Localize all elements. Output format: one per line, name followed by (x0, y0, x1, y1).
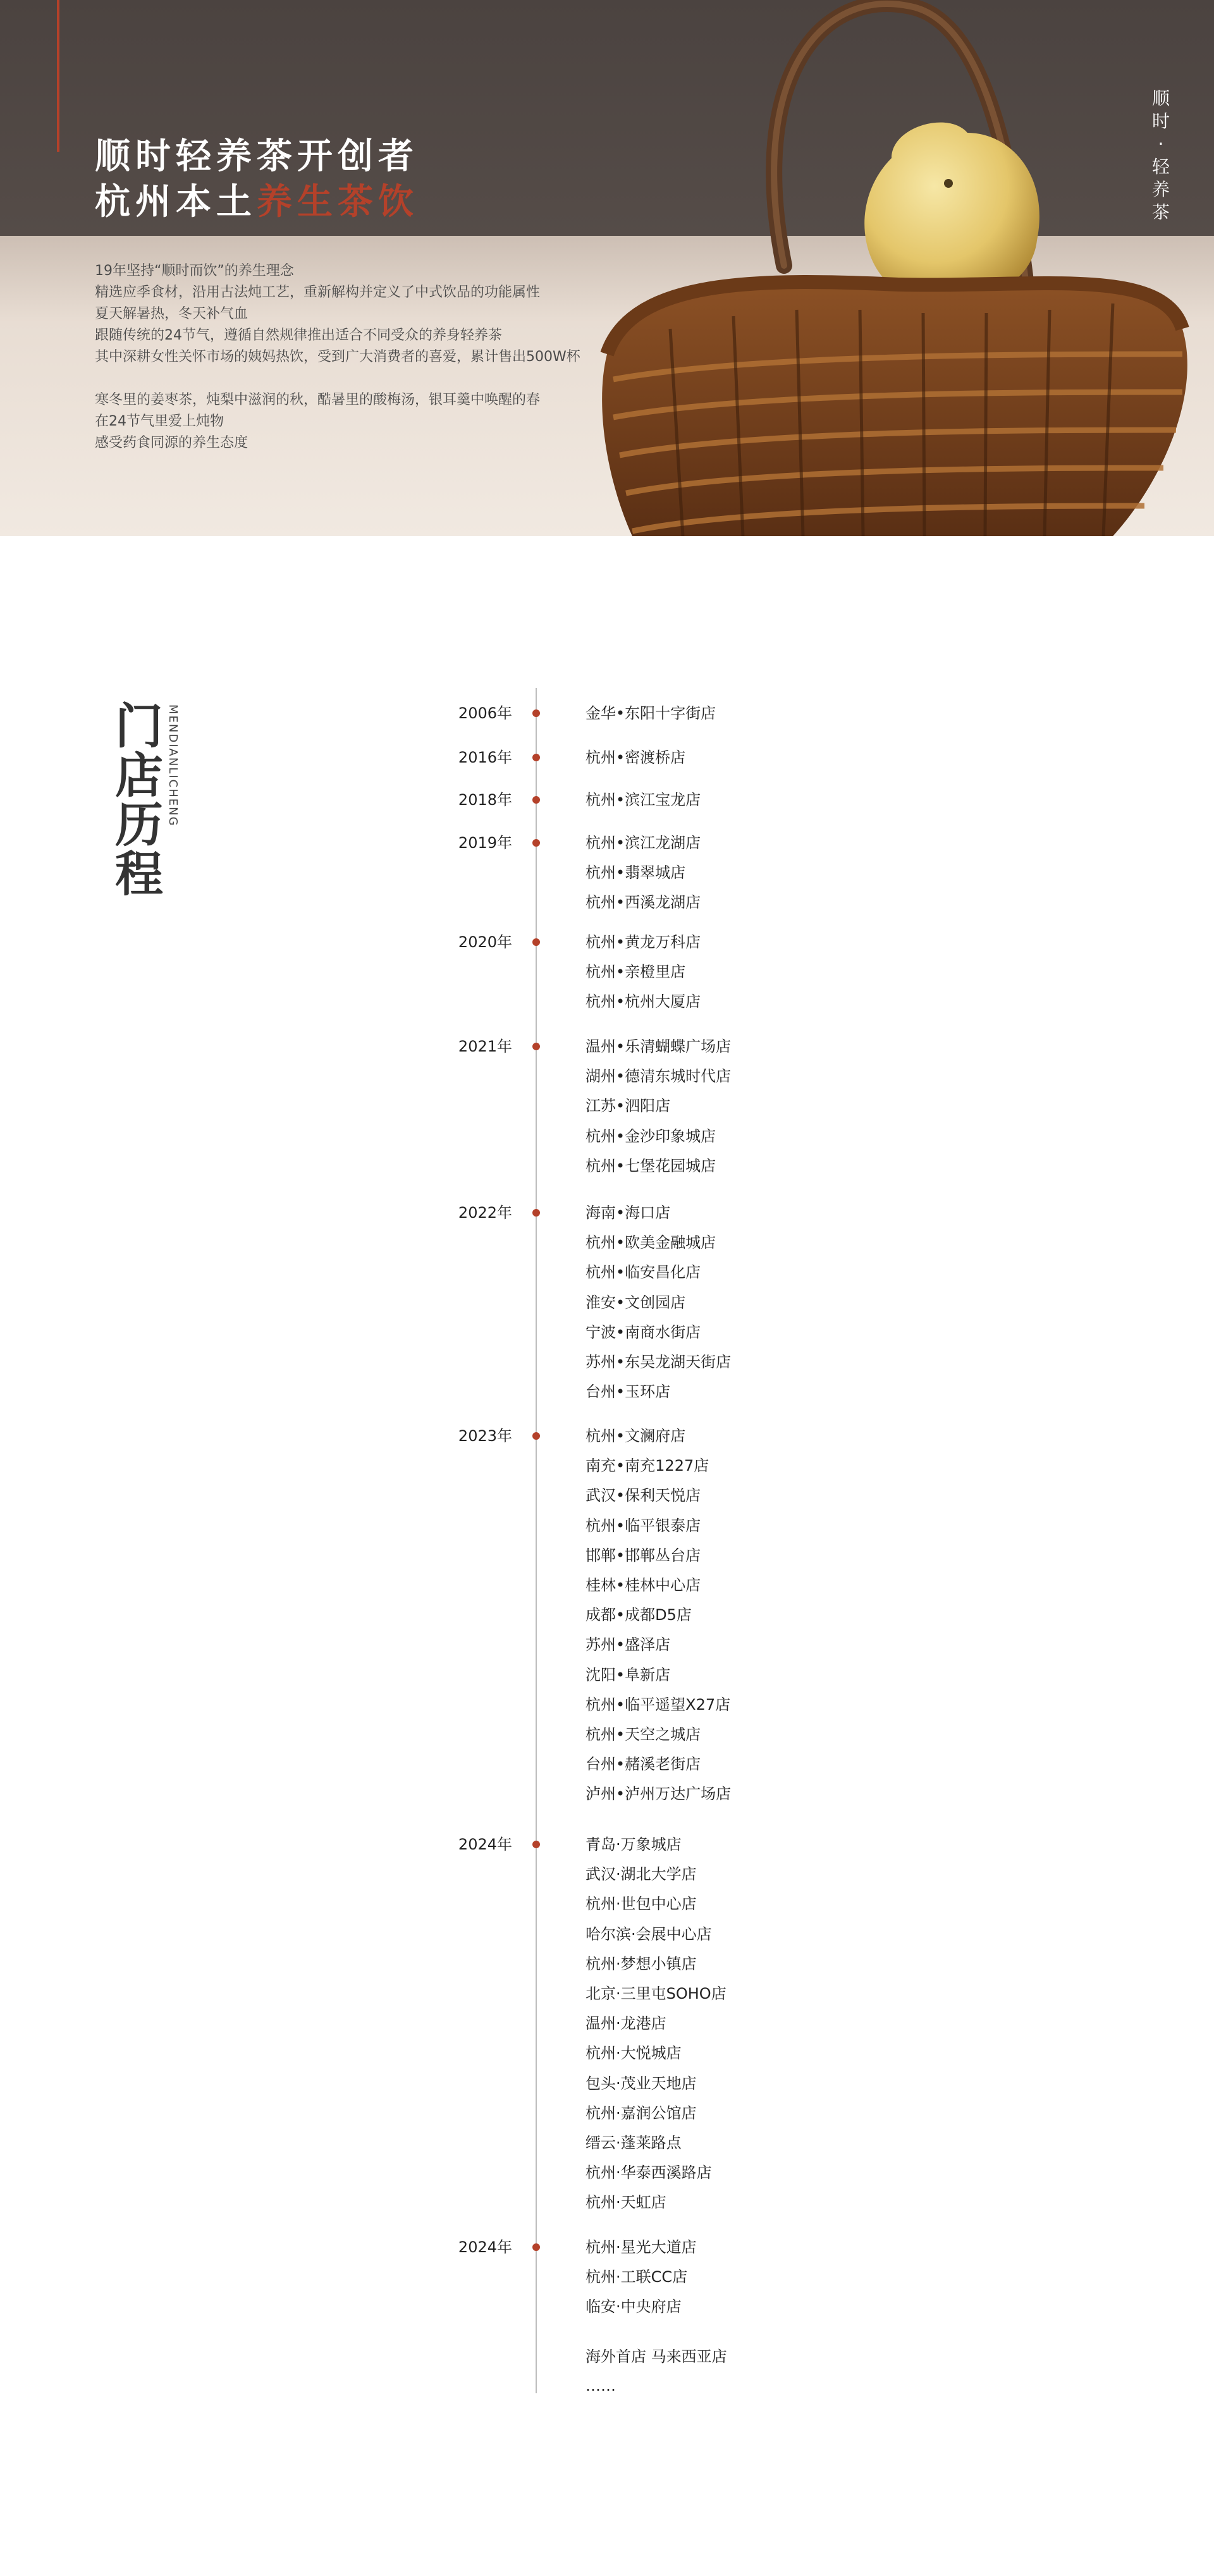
store-item: 杭州•临平银泰店 (586, 1516, 701, 1535)
store-item: 杭州·星光大道店 (586, 2238, 697, 2256)
store-item: 苏州•东吴龙湖天街店 (586, 1353, 732, 1371)
timeline-dot (532, 754, 540, 761)
store-item: 杭州•欧美金融城店 (586, 1234, 716, 1252)
store-item: 杭州·工联CC店 (586, 2268, 688, 2286)
store-item: 江苏•泗阳店 (586, 1097, 671, 1115)
timeline-dot (532, 839, 540, 847)
store-item: 杭州•临安昌化店 (586, 1263, 701, 1282)
hero-title-line2 (95, 180, 419, 225)
store-item: 杭州•亲橙里店 (586, 963, 686, 981)
timeline-dot (532, 1043, 540, 1050)
hero-desc-line: 在24节气里爱上炖物 (95, 414, 224, 429)
history-title (114, 698, 164, 902)
timeline-dot (532, 938, 540, 946)
history-title-char: 店 (115, 747, 163, 804)
history-title-char: 历 (115, 797, 163, 853)
timeline-dot (532, 796, 540, 804)
store-item: 杭州•杭州大厦店 (586, 993, 701, 1011)
store-item: 杭州•天空之城店 (586, 1726, 701, 1743)
brand-char: · (1158, 133, 1164, 154)
hero-desc-line: 寒冬里的姜枣茶，炖梨中滋润的秋，酷暑里的酸梅汤，银耳羹中唤醒的春 (95, 392, 541, 408)
store-item: 湖州•德清东城时代店 (586, 1067, 732, 1086)
store-item: 杭州•西溪龙湖店 (586, 893, 701, 912)
store-item: 台州•玉环店 (586, 1383, 671, 1401)
store-item: 成都•成都D5店 (586, 1606, 692, 1624)
hero-title (95, 134, 419, 225)
timeline-dot (532, 709, 540, 717)
store-item: 泸州•泸州万达广场店 (586, 1785, 732, 1803)
hero-desc-line: 夏天解暑热，冬天补气血 (95, 306, 248, 322)
hero-banner (0, 0, 1214, 536)
store-item: 杭州•七堡花园城店 (586, 1156, 716, 1175)
more-ellipsis: …… (586, 2377, 616, 2395)
history-subtitle (164, 704, 183, 850)
store-item: 海南•海口店 (586, 1204, 671, 1222)
hero-desc-line: 感受药食同源的养生态度 (95, 435, 248, 451)
store-item: 南充•南充1227店 (586, 1457, 709, 1475)
history-subtitle-text: MENDIANLICHENG (166, 704, 180, 827)
hero-desc-line: 19年坚持“顺时而饮”的养生理念 (95, 263, 294, 279)
hero-accent-line (57, 0, 59, 152)
hero-desc-line: 跟随传统的24节气，遵循自然规律推出适合不同受众的养身轻养茶 (95, 328, 502, 343)
hero-title-line2-prefix: 杭州本土 (95, 181, 257, 223)
timeline-year: 2020年 (458, 933, 512, 951)
hero-desc-line: 精选应季食材，沿用古法炖工艺，重新解构并定义了中式饮品的功能属性 (95, 285, 541, 300)
brand-char: 时 (1151, 111, 1170, 132)
store-item: 临安·中央府店 (586, 2298, 682, 2316)
overseas-store: 海外首店 马来西亚店 (586, 2348, 727, 2365)
pear-basket-image (594, 0, 1214, 536)
timeline-year: 2018年 (458, 791, 512, 809)
store-item: 杭州•翡翠城店 (586, 864, 686, 882)
hero-desc-gap (95, 368, 580, 389)
timeline-year: 2006年 (458, 704, 512, 722)
timeline-dot (532, 1209, 540, 1217)
store-item: 杭州•文澜府店 (586, 1427, 686, 1445)
store-item: 缙云·蓬莱路点 (586, 2134, 682, 2152)
timeline-year: 2022年 (458, 1204, 512, 1222)
store-item: 温州•乐清蝴蝶广场店 (586, 1038, 732, 1055)
history-title-char: 门 (115, 698, 163, 754)
timeline-year: 2023年 (458, 1427, 512, 1445)
store-item: 包头·茂业天地店 (586, 2074, 697, 2092)
timeline-year: 2021年 (458, 1038, 512, 1055)
store-item: 哈尔滨·会展中心店 (586, 1925, 712, 1943)
store-item: 杭州•滨江龙湖店 (586, 834, 701, 852)
store-item: 杭州·天虹店 (586, 2193, 666, 2212)
store-item: 金华•东阳十字街店 (586, 704, 716, 722)
store-item: 武汉•保利天悦店 (586, 1487, 701, 1505)
store-item: 沈阳•阜新店 (586, 1665, 671, 1684)
timeline-year: 2016年 (458, 749, 512, 766)
store-item: 北京·三里屯SOHO店 (586, 1985, 727, 2003)
store-item: 武汉·湖北大学店 (586, 1865, 697, 1884)
store-item: 杭州·大悦城店 (586, 2044, 682, 2063)
store-item: 青岛·万象城店 (586, 1836, 682, 1853)
store-item: 宁波•南商水街店 (586, 1323, 701, 1341)
store-item: 温州·龙港店 (586, 2015, 666, 2033)
store-item: 苏州•盛泽店 (586, 1636, 671, 1654)
store-item: 杭州•密渡桥店 (586, 749, 686, 766)
hero-title-highlight: 养生茶饮 (257, 181, 419, 223)
hero-description (95, 261, 580, 454)
timeline-dot (532, 1432, 540, 1440)
store-item: 杭州·嘉润公馆店 (586, 2104, 697, 2122)
brand-char: 养 (1151, 179, 1170, 200)
vertical-brand-slogan (1150, 87, 1172, 224)
store-item: 台州•赭溪老街店 (586, 1755, 701, 1774)
history-title-char: 程 (115, 846, 163, 902)
brand-char: 顺 (1151, 88, 1170, 109)
timeline-year: 2024年 (458, 2238, 512, 2256)
store-item: 杭州·华泰西溪路店 (586, 2164, 712, 2182)
brand-char: 茶 (1151, 202, 1170, 223)
store-item: 杭州·梦想小镇店 (586, 1954, 697, 1973)
store-item: 杭州•金沙印象城店 (586, 1127, 716, 1145)
store-item: 杭州•滨江宝龙店 (586, 791, 701, 809)
hero-title-line1: 顺时轻养茶开创者 (95, 136, 419, 177)
timeline-year: 2019年 (458, 834, 512, 852)
store-item: 邯郸•邯郸丛台店 (586, 1546, 701, 1564)
timeline-year: 2024年 (458, 1836, 512, 1853)
timeline-dot (532, 1841, 540, 1848)
store-item: 杭州·世包中心店 (586, 1895, 697, 1913)
brand-char: 轻 (1151, 156, 1170, 177)
store-item: 杭州•临平遥望X27店 (586, 1695, 731, 1714)
hero-desc-line: 其中深耕女性关怀市场的姨妈热饮，受到广大消费者的喜爱，累计售出500W杯 (95, 349, 580, 365)
store-item: 淮安•文创园店 (586, 1293, 686, 1311)
timeline-dot (532, 2243, 540, 2251)
store-item: 杭州•黄龙万科店 (586, 933, 701, 951)
store-item: 桂林•桂林中心店 (586, 1576, 701, 1594)
